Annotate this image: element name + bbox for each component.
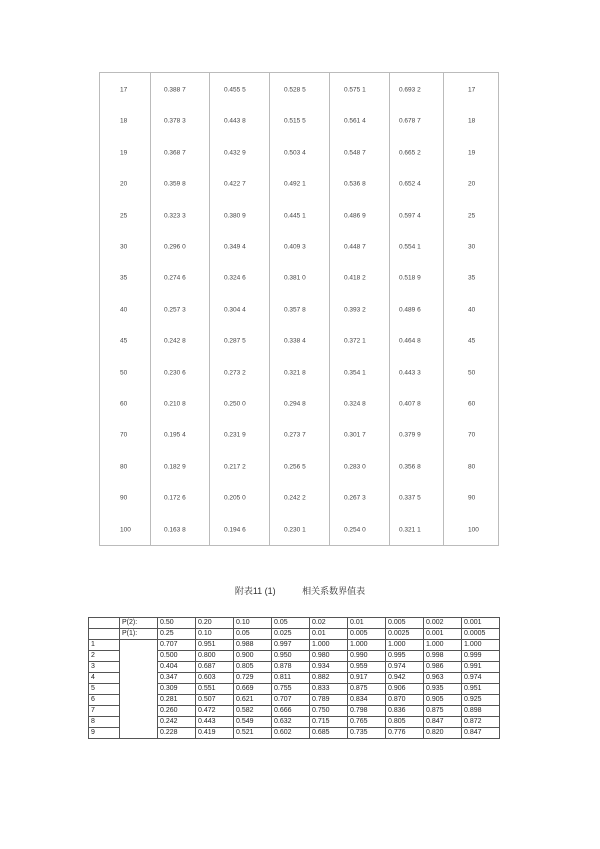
p-value-cell: 0.01 [348, 618, 386, 629]
row-n-cell: 100 [120, 526, 131, 534]
critical-value-cell: 0.443 [196, 717, 234, 728]
critical-value-cell: 0.309 [158, 684, 196, 695]
critical-value-cell: 0.974 [386, 662, 424, 673]
critical-value-cell: 0.518 9 [399, 274, 421, 282]
critical-value-cell: 0.875 [424, 706, 462, 717]
row-n-cell: 40 [468, 306, 476, 314]
row-n-cell: 20 [468, 180, 476, 188]
critical-value-cell: 0.359 8 [164, 180, 186, 188]
critical-value-cell: 0.951 [462, 684, 500, 695]
critical-value-cell: 0.500 [158, 651, 196, 662]
critical-value-cell: 0.231 9 [224, 431, 246, 439]
row-n-cell: 3 [89, 662, 120, 673]
corner-cell [89, 629, 120, 640]
critical-value-cell: 0.368 7 [164, 149, 186, 157]
p-value-cell: 0.0005 [462, 629, 500, 640]
critical-value-cell: 0.321 1 [399, 526, 421, 534]
critical-value-cell: 0.379 9 [399, 431, 421, 439]
row-n-cell: 80 [120, 463, 128, 471]
critical-value-cell: 0.217 2 [224, 463, 246, 471]
row-n-cell: 2 [89, 651, 120, 662]
p-value-cell: 0.20 [196, 618, 234, 629]
critical-value-cell: 0.678 7 [399, 117, 421, 125]
p-value-cell: 0.01 [310, 629, 348, 640]
critical-value-cell: 0.381 0 [284, 274, 306, 282]
critical-value-cell: 0.765 [348, 717, 386, 728]
critical-value-cell: 0.789 [310, 695, 348, 706]
critical-value-cell: 0.942 [386, 673, 424, 684]
critical-value-cell: 0.582 [234, 706, 272, 717]
header-row [89, 629, 500, 640]
table-row [89, 640, 500, 651]
critical-value-cell: 0.847 [462, 728, 500, 739]
critical-value-cell: 0.707 [158, 640, 196, 651]
p-value-cell: 0.005 [386, 618, 424, 629]
critical-value-cell: 0.419 [196, 728, 234, 739]
critical-value-cell: 0.194 6 [224, 526, 246, 534]
critical-value-cell: 0.273 2 [224, 369, 246, 377]
p-value-cell: 0.05 [234, 629, 272, 640]
critical-value-cell: 0.798 [348, 706, 386, 717]
row-n-cell: 20 [120, 180, 128, 188]
critical-value-cell: 0.950 [272, 651, 310, 662]
critical-value-cell: 0.729 [234, 673, 272, 684]
critical-value-cell: 1.000 [462, 640, 500, 651]
critical-value-cell: 0.380 9 [224, 212, 246, 220]
p-value-cell: 0.50 [158, 618, 196, 629]
critical-value-cell: 0.407 8 [399, 400, 421, 408]
critical-value-cell: 0.418 2 [344, 274, 366, 282]
p-value-cell: 0.001 [462, 618, 500, 629]
critical-value-cell: 0.898 [462, 706, 500, 717]
critical-value-cell: 0.669 [234, 684, 272, 695]
column-divider [150, 73, 151, 545]
row-n-cell: 4 [89, 673, 120, 684]
p-value-cell: 0.002 [424, 618, 462, 629]
column-divider [269, 73, 270, 545]
critical-value-cell: 0.283 0 [344, 463, 366, 471]
critical-value-cell: 0.324 8 [344, 400, 366, 408]
critical-value-cell: 0.991 [462, 662, 500, 673]
corner-cell [89, 618, 120, 629]
p-value-cell: 0.025 [272, 629, 310, 640]
p-value-cell: 0.10 [234, 618, 272, 629]
critical-value-cell: 0.163 8 [164, 526, 186, 534]
critical-value-cell: 0.935 [424, 684, 462, 695]
row-n-cell: 35 [120, 274, 128, 282]
critical-value-cell: 0.685 [310, 728, 348, 739]
critical-value-cell: 0.707 [272, 695, 310, 706]
p-value-cell: 0.005 [348, 629, 386, 640]
critical-value-cell: 0.321 8 [284, 369, 306, 377]
header-row [89, 618, 500, 629]
critical-value-cell: 0.603 [196, 673, 234, 684]
critical-value-cell: 0.905 [424, 695, 462, 706]
row-n-cell: 25 [120, 212, 128, 220]
critical-value-cell: 0.273 7 [284, 431, 306, 439]
critical-value-cell: 0.274 6 [164, 274, 186, 282]
critical-value-cell: 0.388 7 [164, 86, 186, 94]
critical-value-cell: 0.528 5 [284, 86, 306, 94]
row-n-cell: 50 [120, 369, 128, 377]
critical-value-cell: 0.521 [234, 728, 272, 739]
critical-value-cell: 0.870 [386, 695, 424, 706]
critical-value-cell: 0.242 2 [284, 494, 306, 502]
caption-label: 附表11 (1) [234, 586, 276, 596]
p-value-cell: 0.05 [272, 618, 310, 629]
critical-values-table-continued [99, 72, 499, 546]
critical-value-cell: 0.998 [424, 651, 462, 662]
critical-value-cell: 0.963 [424, 673, 462, 684]
table-caption [0, 584, 600, 597]
critical-value-cell: 1.000 [348, 640, 386, 651]
row-n-cell: 18 [468, 117, 476, 125]
critical-value-cell: 0.195 4 [164, 431, 186, 439]
critical-value-cell: 0.750 [310, 706, 348, 717]
critical-value-cell: 0.281 [158, 695, 196, 706]
critical-value-cell: 0.878 [272, 662, 310, 673]
critical-value-cell: 0.256 5 [284, 463, 306, 471]
critical-value-cell: 0.665 2 [399, 149, 421, 157]
critical-value-cell: 0.536 8 [344, 180, 366, 188]
critical-value-cell: 0.422 7 [224, 180, 246, 188]
critical-value-cell: 0.464 8 [399, 337, 421, 345]
critical-value-cell: 0.997 [272, 640, 310, 651]
critical-value-cell: 0.988 [234, 640, 272, 651]
critical-value-cell: 0.294 8 [284, 400, 306, 408]
p-value-cell: 0.02 [310, 618, 348, 629]
critical-value-cell: 0.632 [272, 717, 310, 728]
p-value-cell: 0.25 [158, 629, 196, 640]
critical-value-cell: 0.833 [310, 684, 348, 695]
critical-value-cell: 0.776 [386, 728, 424, 739]
row-n-cell: 35 [468, 274, 476, 282]
critical-value-cell: 0.735 [348, 728, 386, 739]
critical-value-cell: 0.489 6 [399, 306, 421, 314]
row-n-cell: 7 [89, 706, 120, 717]
critical-value-cell: 0.260 [158, 706, 196, 717]
critical-value-cell: 0.182 9 [164, 463, 186, 471]
row-n-cell: 60 [468, 400, 476, 408]
row-n-cell: 9 [89, 728, 120, 739]
row-n-cell: 19 [120, 149, 128, 157]
critical-value-cell: 0.254 0 [344, 526, 366, 534]
row-n-cell: 5 [89, 684, 120, 695]
critical-value-cell: 0.230 6 [164, 369, 186, 377]
row-n-cell: 6 [89, 695, 120, 706]
critical-value-cell: 0.443 8 [224, 117, 246, 125]
critical-value-cell: 0.404 [158, 662, 196, 673]
column-divider [389, 73, 390, 545]
critical-value-cell: 0.378 3 [164, 117, 186, 125]
critical-value-cell: 0.323 3 [164, 212, 186, 220]
critical-value-cell: 0.507 [196, 695, 234, 706]
critical-value-cell: 0.900 [234, 651, 272, 662]
column-divider [443, 73, 444, 545]
critical-value-cell: 0.349 4 [224, 243, 246, 251]
p-value-cell: 0.001 [424, 629, 462, 640]
critical-value-cell: 0.448 7 [344, 243, 366, 251]
critical-value-cell: 0.666 [272, 706, 310, 717]
critical-value-cell: 0.205 0 [224, 494, 246, 502]
row-n-cell: 80 [468, 463, 476, 471]
critical-value-cell: 0.951 [196, 640, 234, 651]
critical-value-cell: 0.172 6 [164, 494, 186, 502]
critical-value-cell: 0.267 3 [344, 494, 366, 502]
critical-value-cell: 0.906 [386, 684, 424, 695]
critical-value-cell: 0.986 [424, 662, 462, 673]
critical-value-cell: 0.934 [310, 662, 348, 673]
critical-value-cell: 0.356 8 [399, 463, 421, 471]
critical-value-cell: 0.621 [234, 695, 272, 706]
critical-value-cell: 1.000 [310, 640, 348, 651]
critical-value-cell: 0.575 1 [344, 86, 366, 94]
row-n-cell: 50 [468, 369, 476, 377]
row-n-cell: 30 [468, 243, 476, 251]
critical-value-cell: 0.503 4 [284, 149, 306, 157]
critical-value-cell: 0.287 5 [224, 337, 246, 345]
row-n-cell: 90 [120, 494, 128, 502]
critical-value-cell: 0.925 [462, 695, 500, 706]
critical-value-cell: 0.549 [234, 717, 272, 728]
row-n-cell: 70 [120, 431, 128, 439]
critical-value-cell: 0.242 [158, 717, 196, 728]
spacer-cell [120, 640, 158, 739]
critical-value-cell: 0.995 [386, 651, 424, 662]
critical-value-cell: 0.432 9 [224, 149, 246, 157]
critical-value-cell: 0.486 9 [344, 212, 366, 220]
critical-value-cell: 0.687 [196, 662, 234, 673]
critical-value-cell: 0.875 [348, 684, 386, 695]
critical-value-cell: 0.800 [196, 651, 234, 662]
critical-value-cell: 1.000 [424, 640, 462, 651]
critical-value-cell: 0.257 3 [164, 306, 186, 314]
critical-value-cell: 0.548 7 [344, 149, 366, 157]
critical-value-cell: 0.210 8 [164, 400, 186, 408]
critical-value-cell: 0.805 [234, 662, 272, 673]
row-n-cell: 100 [468, 526, 479, 534]
critical-value-cell: 0.455 5 [224, 86, 246, 94]
critical-value-cell: 0.980 [310, 651, 348, 662]
critical-value-cell: 0.805 [386, 717, 424, 728]
p-value-cell: 0.0025 [386, 629, 424, 640]
critical-value-cell: 0.836 [386, 706, 424, 717]
critical-value-cell: 0.990 [348, 651, 386, 662]
row-n-cell: 17 [468, 86, 476, 94]
row-n-cell: 1 [89, 640, 120, 651]
critical-value-cell: 0.597 4 [399, 212, 421, 220]
row-n-cell: 30 [120, 243, 128, 251]
critical-value-cell: 0.755 [272, 684, 310, 695]
critical-value-cell: 0.515 5 [284, 117, 306, 125]
critical-value-cell: 0.959 [348, 662, 386, 673]
critical-value-cell: 0.492 1 [284, 180, 306, 188]
critical-value-cell: 0.324 6 [224, 274, 246, 282]
critical-value-cell: 0.347 [158, 673, 196, 684]
critical-value-cell: 0.228 [158, 728, 196, 739]
row-n-cell: 60 [120, 400, 128, 408]
row-n-cell: 19 [468, 149, 476, 157]
caption-title: 相关系数界值表 [302, 586, 366, 596]
critical-value-cell: 0.337 5 [399, 494, 421, 502]
critical-value-cell: 0.652 4 [399, 180, 421, 188]
row-n-cell: 18 [120, 117, 128, 125]
row-n-cell: 25 [468, 212, 476, 220]
critical-value-cell: 0.872 [462, 717, 500, 728]
critical-value-cell: 0.443 3 [399, 369, 421, 377]
critical-value-cell: 0.338 4 [284, 337, 306, 345]
critical-value-cell: 0.917 [348, 673, 386, 684]
critical-value-cell: 0.242 8 [164, 337, 186, 345]
critical-value-cell: 0.409 3 [284, 243, 306, 251]
critical-value-cell: 0.250 0 [224, 400, 246, 408]
critical-value-cell: 1.000 [386, 640, 424, 651]
critical-value-cell: 0.354 1 [344, 369, 366, 377]
row-n-cell: 40 [120, 306, 128, 314]
p-value-cell: 0.10 [196, 629, 234, 640]
row-n-cell: 8 [89, 717, 120, 728]
critical-value-cell: 0.561 4 [344, 117, 366, 125]
critical-value-cell: 0.834 [348, 695, 386, 706]
critical-value-cell: 0.693 2 [399, 86, 421, 94]
row-n-cell: 70 [468, 431, 476, 439]
critical-value-cell: 0.472 [196, 706, 234, 717]
critical-value-cell: 0.811 [272, 673, 310, 684]
row-n-cell: 45 [468, 337, 476, 345]
column-divider [329, 73, 330, 545]
critical-value-cell: 0.974 [462, 673, 500, 684]
critical-value-cell: 0.820 [424, 728, 462, 739]
critical-value-cell: 0.882 [310, 673, 348, 684]
critical-value-cell: 0.296 0 [164, 243, 186, 251]
critical-value-cell: 0.301 7 [344, 431, 366, 439]
critical-value-cell: 0.372 1 [344, 337, 366, 345]
critical-value-cell: 0.554 1 [399, 243, 421, 251]
critical-value-cell: 0.393 2 [344, 306, 366, 314]
critical-value-cell: 0.999 [462, 651, 500, 662]
critical-value-cell: 0.715 [310, 717, 348, 728]
row-n-cell: 90 [468, 494, 476, 502]
p-label-cell: P(1): [120, 629, 158, 640]
column-divider [209, 73, 210, 545]
critical-value-cell: 0.445 1 [284, 212, 306, 220]
row-n-cell: 17 [120, 86, 128, 94]
row-n-cell: 45 [120, 337, 128, 345]
critical-value-cell: 0.602 [272, 728, 310, 739]
critical-value-cell: 0.551 [196, 684, 234, 695]
critical-value-cell: 0.847 [424, 717, 462, 728]
correlation-critical-values-table [88, 617, 500, 739]
critical-value-cell: 0.357 8 [284, 306, 306, 314]
critical-value-cell: 0.230 1 [284, 526, 306, 534]
p-label-cell: P(2): [120, 618, 158, 629]
critical-value-cell: 0.304 4 [224, 306, 246, 314]
